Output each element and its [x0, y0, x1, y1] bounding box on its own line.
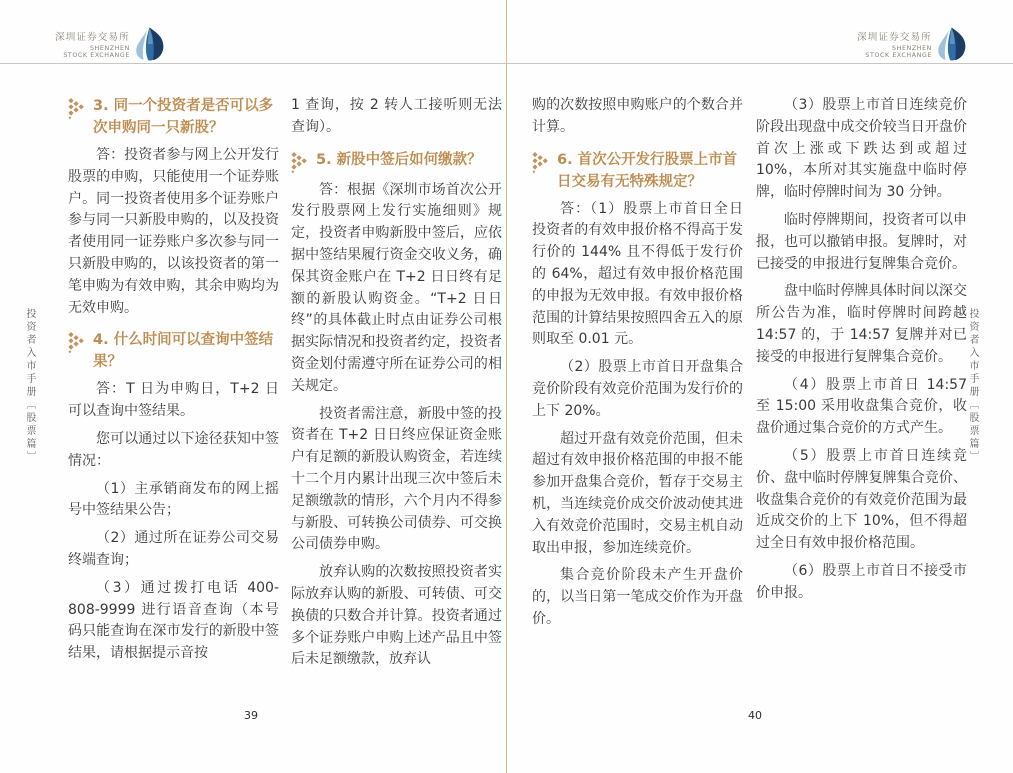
page-number-right: 40 — [748, 709, 762, 722]
right-page-column-1 — [532, 95, 743, 707]
left-page-column-2 — [291, 95, 502, 707]
body-paragraph: 临时停牌期间，投资者可以申报，也可以撤销申报。复牌时，对已接受的申报进行复牌集合竞价。 — [756, 211, 967, 272]
list-item-paragraph: （3）股票上市首日连续竞价阶段出现盘中成交价较当日开盘价首次上涨或下跌达到或超过 10%，本所对其实施盘中临时停牌，临时停牌时间为 30 分钟。 — [756, 97, 967, 201]
list-item-paragraph: （4）股票上市首日 14:57 至 15:00 采用收盘集合竞价，收盘价通过集合竞价的方式产生。 — [756, 376, 967, 437]
answer-paragraph: 答：T 日为申购日，T+2 日可以查询中签结果。 — [68, 381, 279, 420]
list-item-paragraph: （5）股票上市首日连续竞价、盘中临时停牌复牌集合竞价、收盘集合竞价的有效竞价范围为最近成交价的上下 10%，但不得超过全日有效申报价格范围。 — [756, 447, 967, 552]
body-paragraph: 您可以通过以下途径获知中签情况： — [68, 430, 279, 469]
question-heading-text: 5. 新股中签后如何缴款？ — [316, 151, 482, 168]
margin-title-vertical-right: 投资者入市手册〔股票篇〕 — [967, 308, 978, 464]
list-item-paragraph: （2）股票上市首日开盘集合竞价阶段有效竞价范围为发行价的上下 20%。 — [532, 359, 743, 419]
body-paragraph: 投资者需注意，新股中签的投资者在 T+2 日日终应保证资金账户有足额的新股认购资金，若连续十二个月内累计出现三次中签后未足额缴款的情形，六个月内不得参与新股、可转换公司债券、可交换公司债券申购。 — [291, 405, 502, 553]
left-page-column-1 — [68, 95, 279, 707]
answer-paragraph: 答：投资者参与网上公开发行股票的申购，只能使用一个证券账户。同一投资者使用多个证券账户参与同一只新股申购的，以及投资者使用同一证券账户多次参与同一只新股申购的，以该投资者的第一笔申购为有效申购，其余申购均为无效申购。 — [68, 147, 279, 316]
sse-shield-leaf-icon — [936, 27, 966, 61]
logo-english-line1: SHENZHEN — [892, 45, 932, 52]
body-paragraph: 放弃认购的次数按照投资者实际放弃认购的新股、可转债、可交换债的只数合并计算。投资者通过多个证券账户申购上述产品且中签后未足额缴款，放弃认 — [291, 564, 502, 668]
list-item-paragraph: （2）通过所在证券公司交易终端查询； — [68, 530, 279, 568]
question-heading-6 — [532, 149, 743, 193]
logo-english-line1: SHENZHEN — [89, 45, 130, 52]
continuation-paragraph: 购的次数按照申购账户的个数合并计算。 — [532, 97, 743, 135]
sse-logo-left — [50, 27, 169, 62]
question-heading-text: 6. 首次公开发行股票上市首日交易有无特殊规定？ — [557, 151, 738, 190]
question-heading-4 — [68, 329, 279, 373]
right-page-column-2 — [756, 95, 967, 707]
body-paragraph: 盘中临时停牌具体时间以深交所公告为准，临时停牌时间跨越 14:57 的，于 14:57 复牌并对已接受的申报进行复牌集合竞价。 — [756, 283, 967, 365]
answer-paragraph: 答：根据《深圳市场首次公开发行股票网上发行实施细则》规定，投资者申购新股中签后，应依据中签结果履行资金交收义务，确保其资金账户在 T+2 日日终有足额的新股认购资金。“T+2 日日终”的具体截止时点由证券公司根据实际情况和投资者约定，投资者资金划付需遵守所在证券公司的相关规定。 — [291, 181, 502, 394]
sse-logo-text — [857, 29, 932, 61]
diamond-chevron-icon — [68, 331, 86, 354]
diamond-chevron-icon — [68, 97, 86, 120]
diamond-chevron-icon — [291, 151, 309, 174]
sse-logo-right — [852, 27, 971, 62]
question-heading-3 — [68, 95, 279, 139]
answer-paragraph: 答：（1）股票上市首日全日投资者的有效申报价格不得高于发行价的 144% 且不得低于发行价的 64%，超过有效申报价格范围的申报为无效申报。有效申报价格范围的计算结果按照四舍五入的原则取至 0.01 元。 — [532, 200, 743, 348]
sse-shield-leaf-icon — [134, 27, 164, 61]
question-heading-text: 3. 同一个投资者是否可以多次申购同一只新股？ — [93, 98, 274, 136]
margin-title-vertical-left: 投资者入市手册〔股票篇〕 — [24, 308, 35, 464]
sse-logo-text — [55, 29, 130, 61]
list-item-paragraph: （1）主承销商发布的网上摇号中签结果公告； — [68, 480, 279, 519]
page-number-left: 39 — [244, 709, 258, 722]
logo-chinese-name: 深圳证券交易所 — [55, 32, 130, 43]
body-paragraph: 超过开盘有效竞价范围，但未超过有效申报价格范围的申报不能参加开盘集合竞价，暂存于交易主机，当连续竞价成交价波动使其进入有效竞价范围时，交易主机自动取出申报，参加连续竞价。 — [532, 430, 743, 556]
diamond-chevron-icon — [532, 151, 550, 174]
body-paragraph: 集合竞价阶段未产生开盘价的，以当日第一笔成交价作为开盘价。 — [532, 567, 743, 627]
logo-chinese-name: 深圳证券交易所 — [857, 32, 932, 43]
page-divider — [506, 0, 507, 773]
list-item-paragraph: （6）股票上市首日不接受市价申报。 — [756, 562, 967, 601]
list-item-paragraph: （3）通过拨打电话 400-808-9999 进行语音查询（本号码只能查询在深市发行的新股中签结果，请根据提示音按 — [68, 579, 279, 662]
question-heading-text: 4. 什么时间可以查询中签结果？ — [93, 332, 274, 371]
logo-english-line2: STOCK EXCHANGE — [865, 52, 932, 59]
continuation-paragraph: 1 查询，按 2 转人工接听则无法查询）。 — [291, 97, 502, 135]
logo-english-line2: STOCK EXCHANGE — [63, 52, 130, 59]
question-heading-5 — [291, 149, 502, 174]
